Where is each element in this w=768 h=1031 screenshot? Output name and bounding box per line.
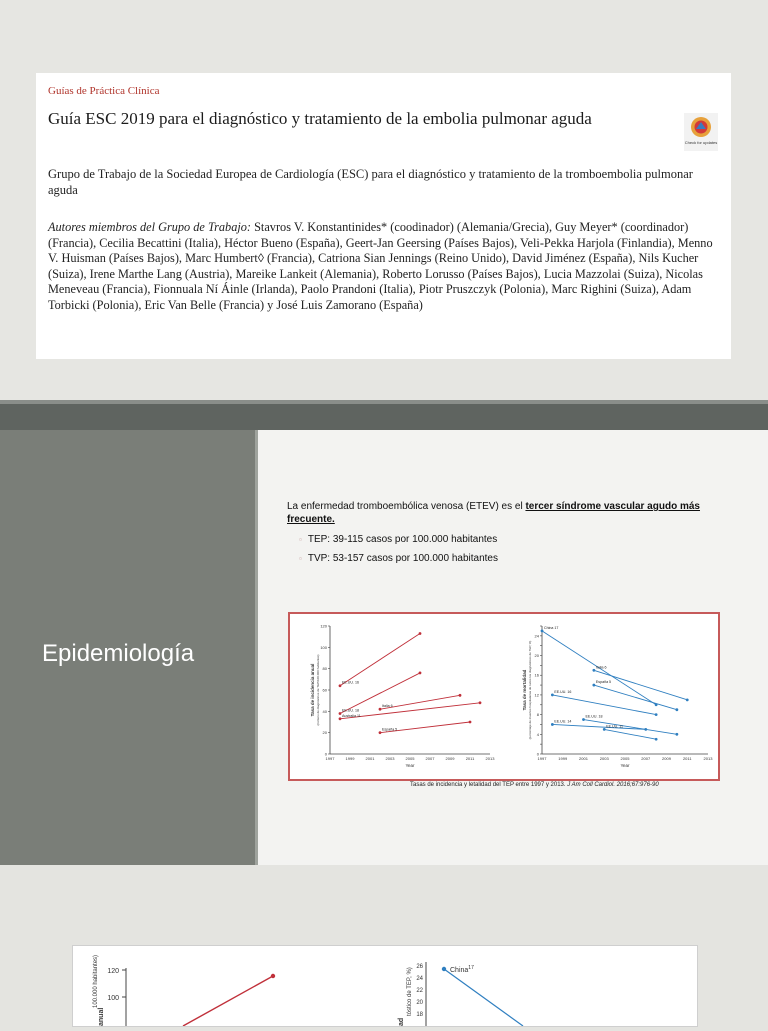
incidence-x-tick-label: 1999 [345,756,355,761]
mortality-series-point [551,694,554,697]
mortality-series-point [655,738,658,741]
zoom2-y-label-sub: tóstico de TEP, %) [407,967,413,1016]
mortality-series-label: EE.UU. 11 [606,724,623,729]
zoomed-figure [72,945,698,1027]
zoom-y-tick: 120 [107,968,119,975]
incidence-x-tick-label: 2009 [445,756,455,761]
mortality-series-label: EE.UU. 14 [554,719,572,724]
zoom-y-tick: 100 [107,995,119,1002]
figure-svg [290,614,718,779]
mortality-series-label: China 17 [544,625,559,630]
incidence-y-tick-label: 20 [322,730,327,736]
zoomed-figure-svg [73,946,697,1026]
zoom2-y-tick: 26 [416,964,423,970]
zoom2-series-label: China$^{17}$ [450,965,474,974]
mortality-series-point [644,728,647,731]
lead-paragraph [287,500,717,526]
mortality-series-point [592,684,595,687]
mortality-x-tick-label: 2013 [703,756,713,761]
incidence-series-point [339,684,342,687]
incidence-series-label: Italia 6 [382,704,393,709]
mortality-series-point [603,728,606,731]
zoom2-series-point [442,967,446,971]
figure-caption [410,782,659,788]
authors-list: Stavros V. Konstantinides* (coodinador) (Alemania/Grecia), Guy Meyer* (coordinador) (Francia), Cecilia Becattini (Italia), Héctor Bueno (España), Geert-Jan Geersing (Países Bajos), Veli-Pekka Harjola (Finlandia), Menno V. Huisman (Países Bajos), Marc Humbert◊ (Francia), Catriona Sian Jennings (Reino Unido), David Jiménez (España), Nils Kucher (Suiza), Irene Marthe Lang (Austria), Mareike Lankeit (Alemania), Roberto Lorusso (Países Bajos), Lucia Mazzolai (Suiza), Nicolas Meneveau (Francia), Fionnuala Ní Áinle (Irlanda), Paolo Prandoni (Italia), Piotr Pruszczyk (Polonia), Marc Righini (Suiza), Adam Torbicki (Polonia), Eric Van Belle (Francia) y José Luis Zamorano (España) [48,220,713,312]
panel-divider [255,430,258,865]
authors-label: Autores miembros del Grupo de Trabajo: [48,220,252,234]
incidence-series-point [419,672,422,675]
incidence-y-tick-label: 120 [320,623,327,629]
article-title: Guía ESC 2019 para el diagnóstico y tratamiento de la embolia pulmonar aguda [48,109,592,128]
incidence-y-tick-label: 40 [322,708,327,714]
zoom2-y-tick: 18 [416,1012,423,1018]
zoom-y-label-sub: 100.000 habitantes) [93,954,99,1008]
incidence-series-point [379,708,382,711]
bullet-icon: ▫ [299,554,302,563]
zoom2-y-tick: 24 [416,976,423,982]
mortality-series-point [541,630,544,633]
incidence-series-point [379,731,382,734]
incidence-series-line [340,633,420,685]
article-authors [48,220,723,313]
mortality-y-tick-label: 12 [534,692,539,698]
bullet-icon: ▫ [299,535,302,544]
lead-bold: tercer síndrome vascular agudo más frecuente. [287,501,700,525]
mortality-y-tick-label: 20 [534,653,539,659]
mortality-series-point [592,669,595,672]
mortality-y-label-sub: (porcentaje de muertes hospitalarias de todos los diagnósticos de TEP, %) [528,640,532,740]
mortality-series-label: Italia 6 [595,665,607,670]
mortality-series-line [594,670,687,700]
slide-figure-zoom [0,865,768,1024]
mortality-x-tick-label: 2001 [579,756,588,761]
article-subtitle: Grupo de Trabajo de la Sociedad Europea de Cardiología (ESC) para el diagnóstico y tratamiento de la tromboembolia pulmonar aguda [48,167,693,197]
zoom2-y-tick: 22 [416,988,423,994]
mortality-x-tick-label: 1997 [537,756,547,761]
article-category: Guías de Práctica Clínica [48,85,160,97]
zoom-series-line [183,976,273,1026]
mortality-y-tick-label: 0 [536,751,539,757]
epidemiology-figure [288,612,720,781]
incidence-series-point [339,712,342,715]
mortality-series-label: EE.UU. 16 [554,689,572,694]
mortality-y-tick-label: 4 [536,731,539,737]
mortality-x-tick-label: 2003 [599,756,609,761]
lead-plain: La enfermedad tromboembólica venosa (ETEV) es el [287,501,526,512]
crossmark-label: Check for updates [684,140,718,145]
mortality-series-label: EE.UU. 18 [585,714,603,719]
zoom2-y-tick: 20 [416,1000,423,1006]
incidence-y-tick-label: 60 [322,687,327,693]
incidence-series-label: España 5 [382,727,398,732]
mortality-series-label: España 5 [595,680,612,685]
section-panel [0,430,255,865]
zoom2-series-line [444,969,523,1026]
bullet-text-tep: TEP: 39-115 casos por 100.000 habitantes [307,534,498,545]
mortality-series-point [582,718,585,721]
mortality-x-tick-label: 2005 [620,756,630,761]
bullet-text-tvp: TVP: 53-157 casos por 100.000 habitantes [307,553,498,564]
incidence-x-tick-label: 2001 [365,756,375,761]
incidence-y-label-sub: (número de diagnósticos de TEP/100.000 habitantes) [316,654,320,726]
mortality-x-tick-label: 2011 [682,756,692,761]
slide-separator [0,400,768,430]
mortality-series-point [686,698,689,701]
zoom-y-label: anual [98,1007,105,1026]
incidence-series-line [340,703,480,719]
incidence-x-label: Year [405,763,415,768]
mortality-series-line [604,729,656,739]
incidence-y-label: Tasa de incidencia anual [310,663,315,717]
zoom-series-point [271,974,275,978]
incidence-series-point [339,717,342,720]
incidence-y-tick-label: 100 [320,644,327,650]
incidence-series-point [479,701,482,704]
mortality-series-line [552,695,656,715]
zoom2-y-label: ad [398,1017,405,1026]
epidemiology-text [287,500,717,568]
incidence-x-tick-label: 2011 [465,756,475,761]
caption-citation: J Am Coll Cardiol. 2016;67:976-90 [567,782,659,788]
caption-text: Tasas de incidencia y letalidad del TEP entre 1997 y 2013. [410,782,566,788]
slide-article [0,0,768,400]
check-for-updates-badge[interactable] [684,113,718,151]
crossmark-icon [684,113,718,151]
incidence-series-point [419,632,422,635]
bullet-list [299,530,717,568]
mortality-y-tick-label: 8 [536,712,539,718]
mortality-x-tick-label: 1999 [558,756,568,761]
incidence-x-tick-label: 2003 [385,756,395,761]
mortality-series-point [551,723,554,726]
slide-separator-line [0,400,768,404]
mortality-series-line [594,685,677,710]
incidence-series-point [459,694,462,697]
mortality-x-tick-label: 2009 [662,756,671,761]
incidence-x-tick-label: 1997 [325,756,335,761]
incidence-x-tick-label: 2005 [405,756,415,761]
incidence-series-label: EE.UU. 18 [342,708,359,713]
slide-epidemiology [0,430,768,865]
incidence-y-tick-label: 80 [322,666,327,672]
bullet-item [299,549,717,568]
incidence-x-tick-label: 2013 [485,756,495,761]
incidence-series-label: Australia 11 [342,713,361,718]
incidence-x-tick-label: 2007 [425,756,435,761]
mortality-x-tick-label: 2007 [641,756,651,761]
incidence-series-point [469,721,472,724]
mortality-series-point [675,733,678,736]
mortality-y-tick-label: 24 [534,633,539,639]
article-card [36,73,731,359]
mortality-y-label: Tasa de mortalidad [522,669,527,711]
mortality-series-point [675,708,678,711]
section-heading: Epidemiología [42,640,195,667]
incidence-y-tick-label: 0 [324,751,327,757]
bullet-item [299,530,717,549]
mortality-x-label: Year [620,763,630,768]
mortality-y-tick-label: 16 [534,672,539,678]
incidence-series-label: EE.UU. 16 [342,680,359,685]
mortality-series-point [655,713,658,716]
incidence-series-line [340,673,420,714]
